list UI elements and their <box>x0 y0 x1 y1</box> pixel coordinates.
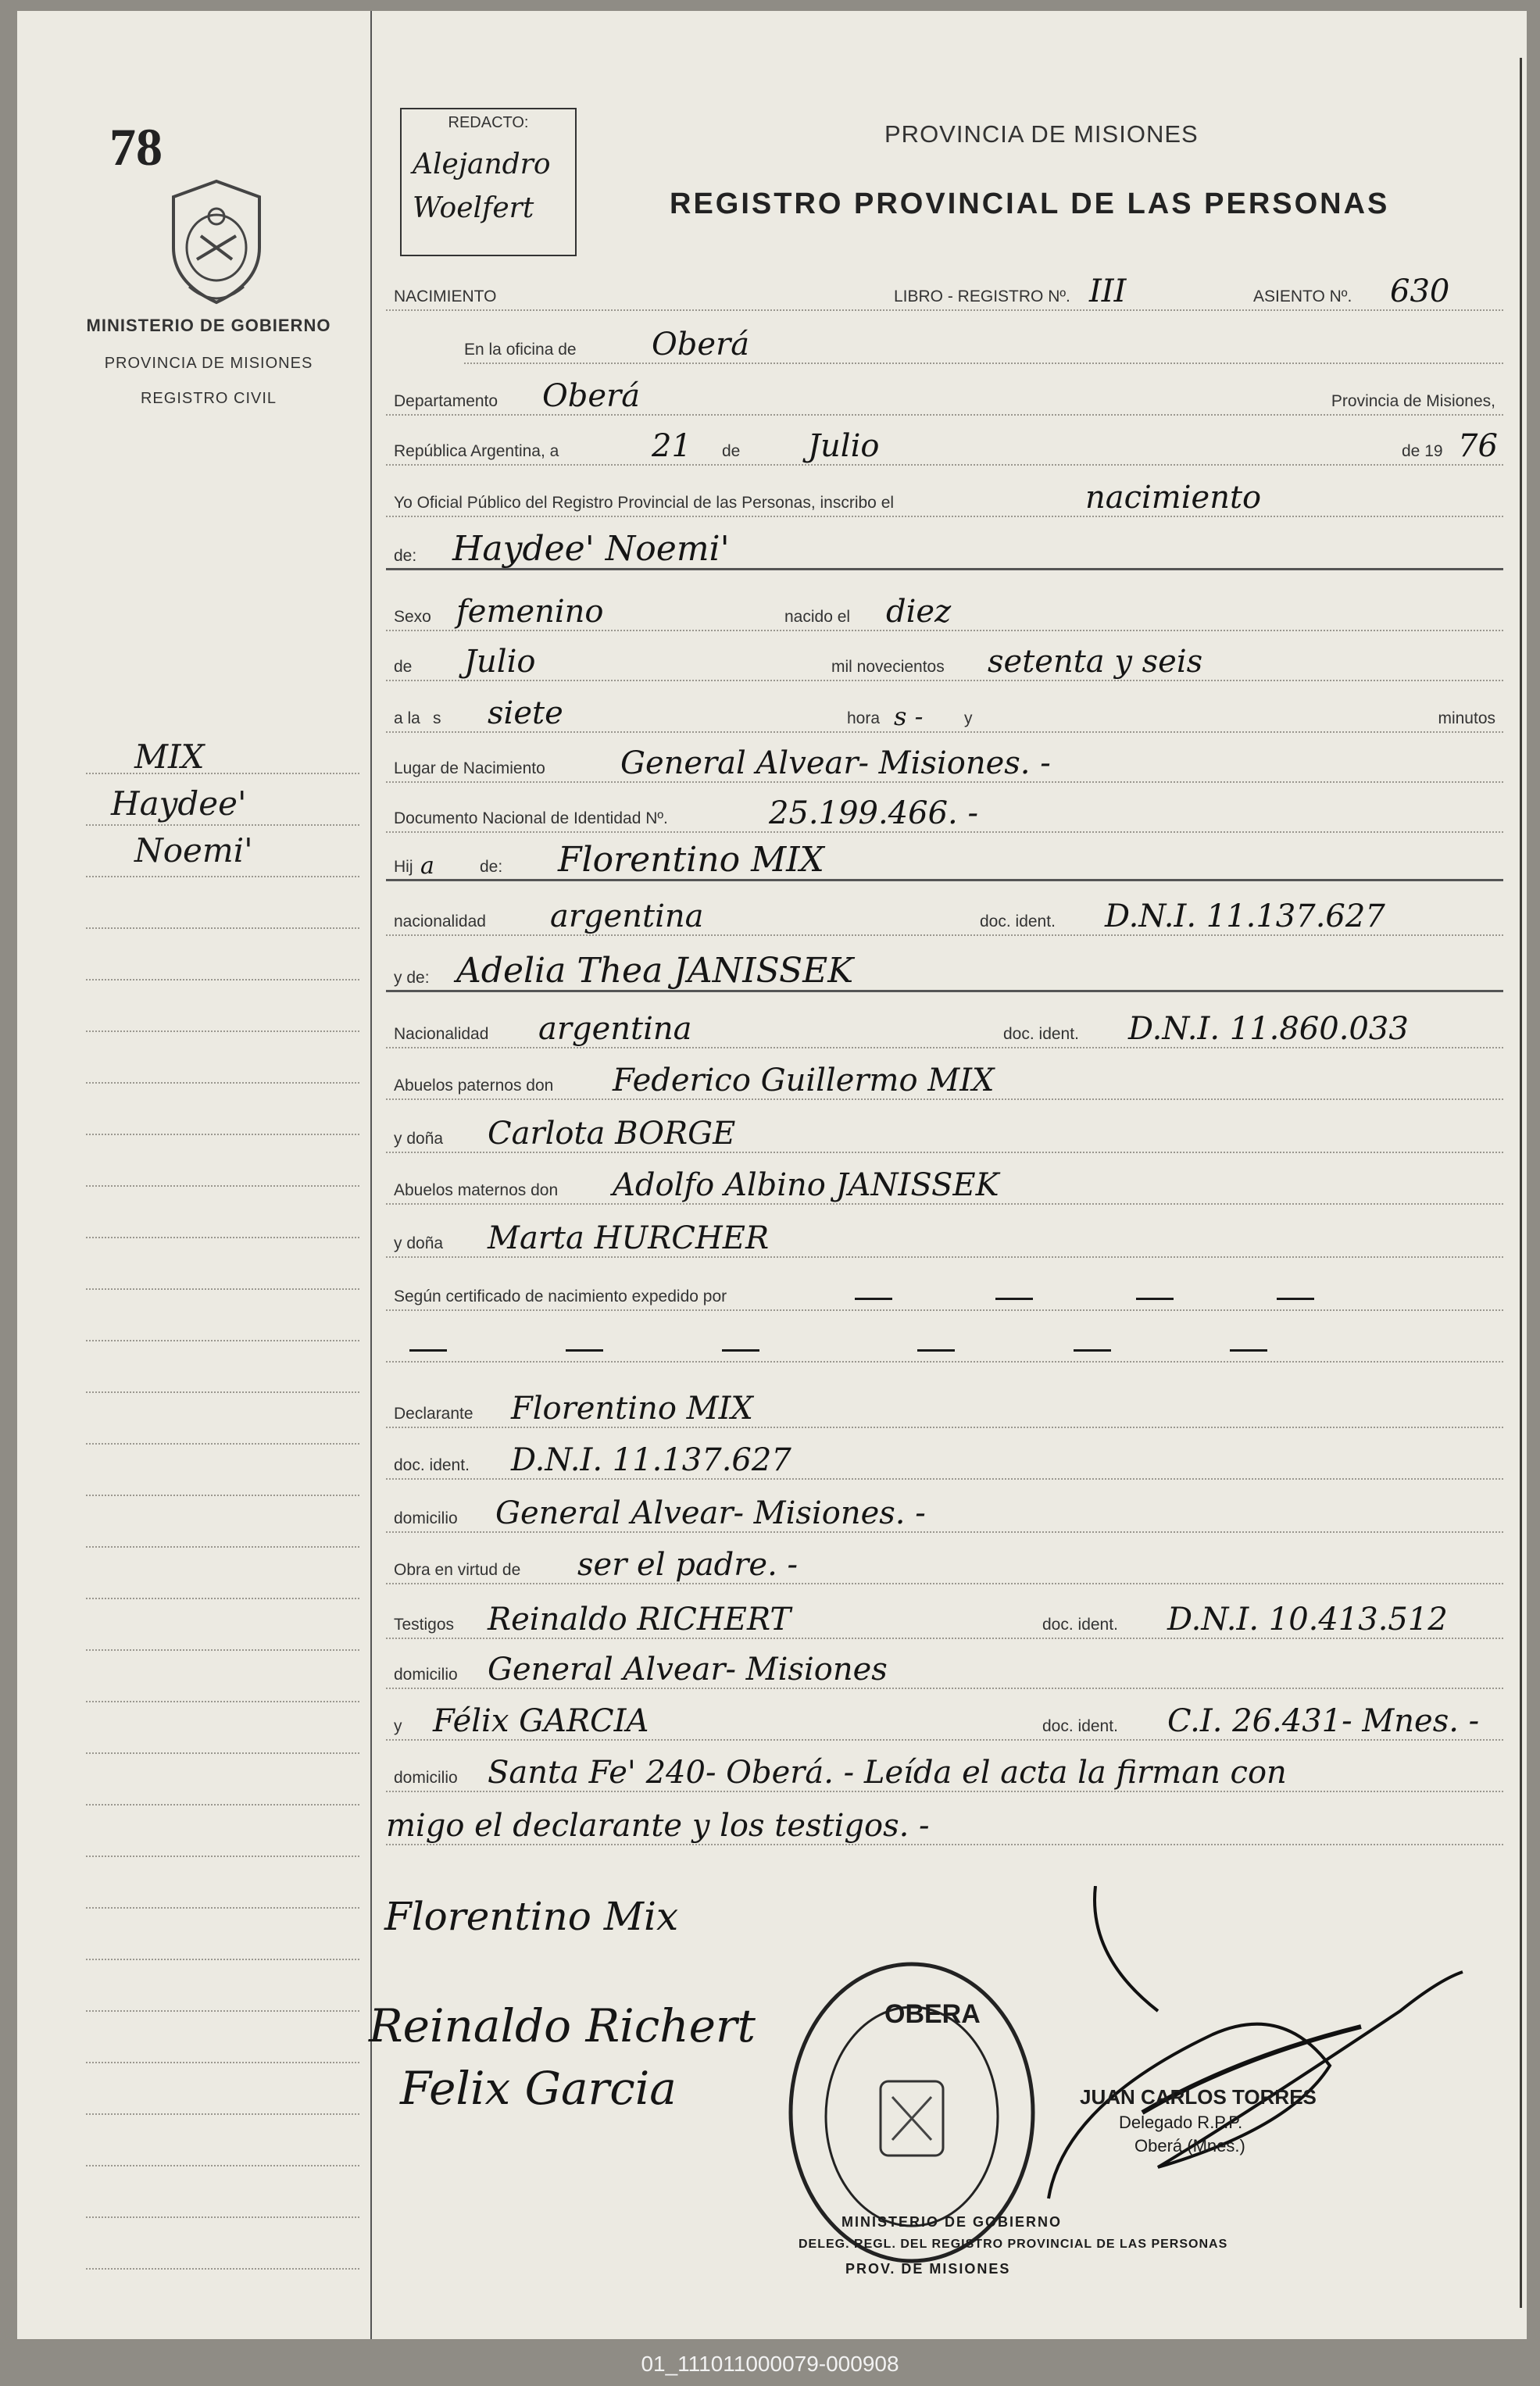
margin-rule-line <box>86 1134 359 1135</box>
nacido-dia-value: diez <box>886 594 952 630</box>
row-abuelo-mat <box>386 1167 1503 1205</box>
row-doc-decl <box>386 1442 1503 1480</box>
official-name: JUAN CARLOS TORRES <box>1080 2085 1317 2109</box>
margin-rule-line <box>86 1649 359 1651</box>
nacido-anio-value: setenta y seis <box>988 644 1203 680</box>
hora-value: s - <box>894 702 924 731</box>
row-padre <box>386 840 1503 881</box>
padre-value: Florentino MIX <box>558 840 824 880</box>
row-oficina <box>386 327 1503 364</box>
testigo-1-value: Reinaldo RICHERT <box>488 1602 791 1638</box>
seal-bottom-text: PROV. DE MISIONES <box>845 2261 1011 2277</box>
acto-value: nacimiento <box>1085 480 1262 516</box>
margin-rule-line <box>86 1288 359 1290</box>
ministry-label: MINISTERIO DE GOBIERNO <box>86 316 331 335</box>
margin-rule-line <box>86 1598 359 1599</box>
de-label-2: de <box>394 658 413 676</box>
ala-hora: s <box>433 709 441 727</box>
domicilio-decl-label: domicilio <box>394 1509 458 1527</box>
oficina-label: En la oficina de <box>464 341 577 359</box>
y-label: y <box>964 709 973 727</box>
madre-value: Adelia Thea JANISSEK <box>456 951 854 991</box>
hij-label: Hij <box>394 858 413 876</box>
abuelo-mat-value: Adolfo Albino JANISSEK <box>613 1167 999 1203</box>
row-sexo <box>386 594 1503 631</box>
margin-rule-line <box>86 1340 359 1341</box>
margin-rule-line <box>86 1804 359 1806</box>
sexo-value: femenino <box>456 594 604 630</box>
abuelos-mat-label: Abuelos maternos don <box>394 1181 559 1199</box>
nombre-value: Haydee' Noemi' <box>452 529 730 569</box>
margin-rule-line <box>86 876 359 877</box>
testigos-label: Testigos <box>394 1616 455 1634</box>
margin-rule-line <box>86 773 359 774</box>
row-obra <box>386 1547 1503 1584</box>
de-label: de <box>722 442 741 460</box>
registry-label: REGISTRO CIVIL <box>140 390 277 407</box>
row-segun <box>386 1277 1503 1311</box>
asiento-label: ASIENTO Nº. <box>1253 288 1352 305</box>
certificate-page <box>17 11 1527 2339</box>
margin-divider <box>370 11 372 2339</box>
mil-label: mil novecientos <box>831 658 945 676</box>
margin-rule-line <box>86 2216 359 2218</box>
row-domicilio-decl <box>386 1495 1503 1533</box>
ala-label: a la <box>394 709 420 727</box>
libro-value: III <box>1089 273 1127 309</box>
domicilio-decl-value: General Alvear- Misiones. - <box>495 1495 926 1531</box>
doc-t2-value: C.I. 26.431- Mnes. - <box>1167 1703 1480 1739</box>
margin-rule-line <box>86 824 359 826</box>
row-continuacion <box>386 1808 1503 1845</box>
seal-outer-text: DELEG. REGL. DEL REGISTRO PROVINCIAL DE LAS PERSONAS <box>799 2238 1228 2251</box>
oficial-text: Yo Oficial Público del Registro Provincial de las Personas, inscribo el <box>394 494 895 512</box>
hora-texto: siete <box>488 695 563 731</box>
doc-t1-value: D.N.I. 10.413.512 <box>1167 1602 1448 1638</box>
seal-inner-text: MINISTERIO DE GOBIERNO <box>841 2214 1063 2230</box>
margin-rule-line <box>86 1030 359 1032</box>
margin-rule-line <box>86 1701 359 1702</box>
margin-rule-line <box>86 1237 359 1238</box>
header-province: PROVINCIA DE MISIONES <box>884 120 1199 148</box>
doc-padre-value: D.N.I. 11.137.627 <box>1105 898 1385 934</box>
row-nac-padre <box>386 898 1503 936</box>
margin-rule-line <box>86 1443 359 1445</box>
row-declarante <box>386 1391 1503 1428</box>
margin-second-name: Noemi' <box>134 831 253 870</box>
row-abuelo-pat <box>386 1063 1503 1100</box>
margin-rule-line <box>86 1391 359 1393</box>
margin-rule-line <box>86 1959 359 1960</box>
row-lugar <box>386 745 1503 783</box>
dni-value: 25.199.466. - <box>769 795 978 831</box>
redacto-name-first: Alejandro <box>413 148 551 180</box>
obra-value: ser el padre. - <box>577 1547 799 1583</box>
row-dni <box>386 795 1503 833</box>
dia-value: 21 <box>652 428 691 464</box>
asiento-value: 630 <box>1390 273 1450 309</box>
libro-label: LIBRO - REGISTRO Nº. <box>894 288 1070 305</box>
margin-first-name: Haydee' <box>111 784 247 823</box>
nac-padre-value: argentina <box>550 898 704 934</box>
row-testigo-2 <box>386 1703 1503 1741</box>
doc-t1-label: doc. ident. <box>1042 1616 1118 1634</box>
record-type-label: NACIMIENTO <box>394 288 497 305</box>
doc-decl-value: D.N.I. 11.137.627 <box>511 1442 791 1478</box>
domicilio-t2-value: Santa Fe' 240- Oberá. - Leída el acta la firman con <box>488 1755 1287 1791</box>
abuela-pat-value: Carlota BORGE <box>488 1116 736 1152</box>
row-hora <box>386 695 1503 733</box>
hora-label: hora <box>847 709 881 727</box>
margin-surname: MIX <box>134 738 205 776</box>
redacto-name-last: Woelfert <box>413 192 534 224</box>
dona-mat-label: y doña <box>394 1234 444 1252</box>
row-madre <box>386 951 1503 992</box>
padre-de-label: de: <box>480 858 503 876</box>
header-title: REGISTRO PROVINCIAL DE LAS PERSONAS <box>670 188 1390 220</box>
abuelo-pat-value: Federico Guillermo MIX <box>613 1063 995 1098</box>
redacto-label: REDACTO: <box>448 114 529 131</box>
republica-label: República Argentina, a <box>394 442 559 460</box>
row-nombre <box>386 529 1503 570</box>
declarante-label: Declarante <box>394 1405 473 1423</box>
row-abuela-mat <box>386 1220 1503 1258</box>
row-fecha <box>386 428 1503 466</box>
doc-madre-label: doc. ident. <box>1003 1025 1079 1043</box>
segun-label: Según certificado de nacimiento expedido por <box>394 1288 727 1306</box>
redacto-box <box>400 108 577 256</box>
dni-label: Documento Nacional de Identidad Nº. <box>394 809 668 827</box>
signature-testigo-1: Reinaldo Richert <box>369 1999 756 2052</box>
row-segun-2 <box>386 1328 1503 1363</box>
margin-rule-line <box>86 1907 359 1909</box>
anio-label: de 19 <box>1402 442 1443 460</box>
margin-rule-line <box>86 2113 359 2115</box>
margin-rule-line <box>86 1185 359 1187</box>
margin-rule-line <box>86 927 359 929</box>
row-record-ids <box>386 273 1503 311</box>
abuelos-pat-label: Abuelos paternos don <box>394 1077 554 1095</box>
margin-rule-line <box>86 1752 359 1754</box>
domicilio-t1-value: General Alvear- Misiones <box>488 1652 888 1688</box>
departamento-value: Oberá <box>542 378 641 414</box>
coat-of-arms-icon <box>158 173 275 310</box>
row-domicilio-t1 <box>386 1652 1503 1689</box>
page-number: 78 <box>109 117 163 177</box>
madre-label: y de: <box>394 969 430 987</box>
official-role: Delegado R.P.P. <box>1119 2113 1243 2132</box>
row-domicilio-t2 <box>386 1755 1503 1792</box>
doc-decl-label: doc. ident. <box>394 1456 470 1474</box>
doc-padre-label: doc. ident. <box>980 913 1056 930</box>
margin-rule-line <box>86 2165 359 2166</box>
nacido-mes-value: Julio <box>464 644 536 680</box>
signature-declarante: Florentino Mix <box>384 1894 679 1939</box>
oficina-value: Oberá <box>652 327 750 363</box>
hij-suffix: a <box>420 852 434 880</box>
row-oficial <box>386 480 1503 517</box>
row-nacido <box>386 644 1503 681</box>
margin-rule-line <box>86 1856 359 1857</box>
official-place: Oberá (Mnes.) <box>1134 2136 1245 2156</box>
scan-id: 01_111011000079-000908 <box>641 2352 899 2376</box>
nombre-label: de: <box>394 547 417 565</box>
row-nac-madre <box>386 1011 1503 1048</box>
nac-madre-value: argentina <box>538 1011 692 1047</box>
margin-rule-line <box>86 2062 359 2063</box>
margin-rule-line <box>86 1082 359 1084</box>
margin-rule-line <box>86 1546 359 1548</box>
row-testigo-1 <box>386 1602 1503 1639</box>
y-t2-label: y <box>394 1717 402 1735</box>
lugar-label: Lugar de Nacimiento <box>394 759 545 777</box>
margin-rule-line <box>86 1495 359 1496</box>
continuacion-value: migo el declarante y los testigos. - <box>386 1808 930 1844</box>
nac-padre-label: nacionalidad <box>394 913 486 930</box>
departamento-label: Departamento <box>394 392 498 410</box>
nacido-label: nacido el <box>784 608 851 626</box>
domicilio-t1-label: domicilio <box>394 1666 458 1684</box>
anio-value: 76 <box>1458 428 1498 464</box>
row-departamento <box>386 378 1503 416</box>
seal-city: OBERA <box>884 1999 981 2029</box>
doc-madre-value: D.N.I. 11.860.033 <box>1128 1011 1409 1047</box>
obra-label: Obra en virtud de <box>394 1561 521 1579</box>
dona-pat-label: y doña <box>394 1130 444 1148</box>
declarante-value: Florentino MIX <box>511 1391 753 1427</box>
page-edge <box>1520 58 1522 2308</box>
margin-rule-line <box>86 2010 359 2012</box>
minutos-label: minutos <box>1438 709 1495 727</box>
margin-rule-line <box>86 979 359 980</box>
provincia-label: Provincia de Misiones, <box>1331 392 1495 410</box>
mes-value: Julio <box>808 428 880 464</box>
domicilio-t2-label: domicilio <box>394 1769 458 1787</box>
lugar-value: General Alvear- Misiones. - <box>620 745 1051 781</box>
row-abuela-pat <box>386 1116 1503 1153</box>
sexo-label: Sexo <box>394 608 431 626</box>
province-label: PROVINCIA DE MISIONES <box>104 355 313 372</box>
official-signature-scribble <box>1033 1886 1470 2222</box>
nac-madre-label: Nacionalidad <box>394 1025 489 1043</box>
testigo-2-value: Félix GARCIA <box>433 1703 649 1739</box>
abuela-mat-value: Marta HURCHER <box>488 1220 770 1256</box>
signature-testigo-2: Felix Garcia <box>400 2062 677 2115</box>
doc-t2-label: doc. ident. <box>1042 1717 1118 1735</box>
margin-rule-line <box>86 2268 359 2270</box>
